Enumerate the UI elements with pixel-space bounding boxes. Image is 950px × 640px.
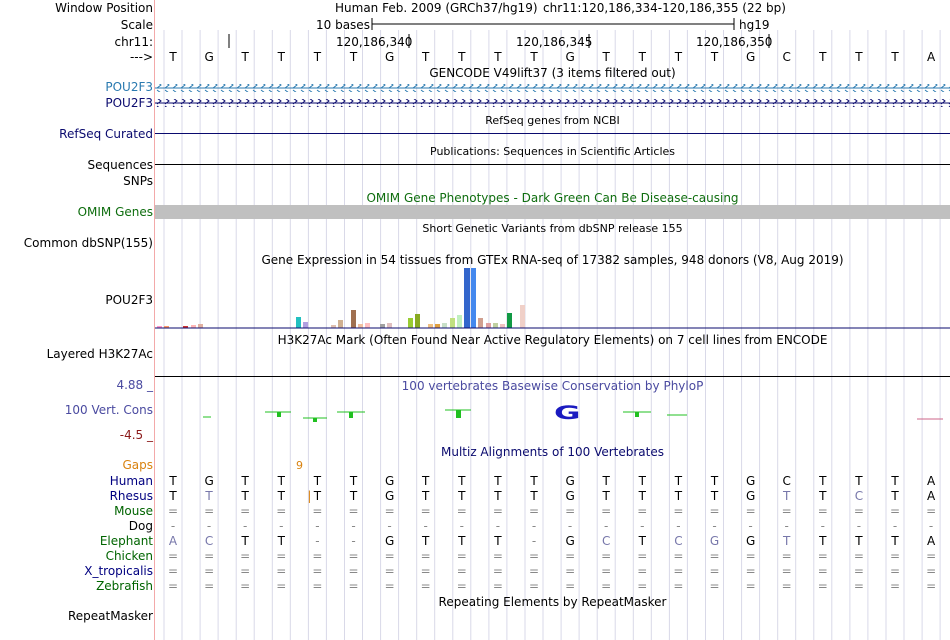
phylop-track-title: 100 vertebrates Basewise Conservation by PhyloP xyxy=(401,379,704,393)
alignment-base: = xyxy=(601,549,612,563)
alignment-base: - xyxy=(856,519,862,533)
reference-base[interactable]: T xyxy=(638,50,646,64)
alignment-base: C xyxy=(674,534,683,548)
alignment-base: = xyxy=(528,579,540,593)
species-label[interactable]: Dog xyxy=(128,519,153,533)
alignment-base: - xyxy=(928,519,934,533)
reference-base[interactable]: A xyxy=(926,50,936,64)
alignment-base: T xyxy=(638,534,646,548)
alignment-base: T xyxy=(710,489,719,503)
gtex-track-title: Gene Expression in 54 tissues from GTEx RNA-seq of 17382 samples, 948 donors (V8, Aug 2019) xyxy=(261,253,844,267)
alignment-base: = xyxy=(420,564,431,578)
ruler-tick-label: 120,186,340 xyxy=(336,35,413,49)
alignment-base: = xyxy=(889,579,901,593)
species-label[interactable]: Mouse xyxy=(114,504,153,518)
alignment-base: = xyxy=(601,579,612,593)
alignment-base: = xyxy=(312,564,323,578)
repeatmasker-track-title: Repeating Elements by RepeatMasker xyxy=(438,595,667,609)
gencode-track-label-pou2f3-1[interactable]: POU2F3 xyxy=(105,80,153,94)
alignment-base: = xyxy=(240,504,251,518)
alignment-base: C xyxy=(854,489,864,503)
alignment-base: = xyxy=(926,504,937,518)
alignment-base: G xyxy=(745,534,756,548)
alignment-base: = xyxy=(709,564,720,578)
alignment-base: T xyxy=(819,489,827,503)
conservation-max-label: 4.88 _ xyxy=(116,378,153,392)
alignment-base: - xyxy=(279,519,284,533)
alignment-base: T xyxy=(494,489,502,503)
alignment-base: = xyxy=(492,579,503,593)
alignment-base: = xyxy=(637,504,648,518)
alignment-base: T xyxy=(530,474,538,488)
alignment-base: - xyxy=(531,534,537,548)
omim-track-label[interactable]: OMIM Genes xyxy=(77,205,153,219)
reference-base[interactable]: T xyxy=(169,50,177,64)
alignment-base: = xyxy=(528,564,540,578)
alignment-base: T xyxy=(349,489,358,503)
alignment-base: - xyxy=(170,519,176,533)
chromosome-label: chr11: xyxy=(114,35,153,49)
reference-base[interactable]: T xyxy=(422,50,430,64)
ruler-tick-label: 120,186,345 xyxy=(516,35,593,49)
alignment-base: G xyxy=(565,474,575,488)
alignment-base: G xyxy=(565,534,575,548)
alignment-base: = xyxy=(312,579,323,593)
alignment-base: = xyxy=(204,504,215,518)
alignment-base: = xyxy=(456,579,467,593)
alignment-base: = xyxy=(889,564,901,578)
sequences-track-label[interactable]: Sequences xyxy=(87,158,153,172)
h3k27ac-track-label[interactable]: Layered H3K27Ac xyxy=(46,347,153,361)
alignment-base: T xyxy=(277,534,285,548)
alignment-base: - xyxy=(315,534,320,548)
alignment-base: G xyxy=(384,474,395,488)
reference-base[interactable]: G xyxy=(204,50,214,64)
alignment-base: = xyxy=(384,549,395,563)
ruler-tick-label: 120,186,350 xyxy=(696,35,773,49)
alignment-base: T xyxy=(458,489,466,503)
alignment-base: = xyxy=(348,579,359,593)
alignment-base: C xyxy=(601,534,611,548)
alignment-base: T xyxy=(422,474,430,488)
alignment-base: = xyxy=(817,579,828,593)
alignment-base: = xyxy=(853,549,864,563)
refseq-track-label[interactable]: RefSeq Curated xyxy=(59,127,153,141)
alignment-base: - xyxy=(640,519,645,533)
alignment-base: T xyxy=(241,534,249,548)
alignment-base: T xyxy=(277,474,285,488)
refseq-track-title: RefSeq genes from NCBI xyxy=(485,114,620,127)
scale-bar-text: 10 bases xyxy=(316,18,370,32)
alignment-base: = xyxy=(781,579,792,593)
alignment-base: = xyxy=(853,579,864,593)
alignment-base: - xyxy=(206,519,212,533)
alignment-base: = xyxy=(528,549,540,563)
alignment-base: = xyxy=(889,549,901,563)
reference-base[interactable]: T xyxy=(819,50,827,64)
alignment-base: = xyxy=(637,549,648,563)
alignment-base: = xyxy=(709,504,720,518)
alignment-base: = xyxy=(637,579,648,593)
window-position-label: Window Position xyxy=(55,1,153,15)
alignment-base: T xyxy=(783,534,791,548)
alignment-base: T xyxy=(602,489,610,503)
alignment-base: = xyxy=(853,504,864,518)
alignment-base: - xyxy=(243,519,248,533)
alignment-base: = xyxy=(276,564,287,578)
alignment-base: = xyxy=(709,579,720,593)
conservation-min-label: -4.5 _ xyxy=(119,428,153,442)
omim-track-title: OMIM Gene Phenotypes - Dark Green Can Be Disease-causing xyxy=(366,191,739,205)
reference-base[interactable]: T xyxy=(710,50,719,64)
alignment-base: = xyxy=(926,564,937,578)
species-label[interactable]: Zebrafish xyxy=(96,579,153,593)
alignment-base: = xyxy=(673,579,684,593)
alignment-base: T xyxy=(277,489,285,503)
alignment-base: A xyxy=(926,534,936,548)
alignment-base: = xyxy=(565,579,576,593)
snps-track-label[interactable]: SNPs xyxy=(123,174,153,188)
alignment-base: C xyxy=(204,534,214,548)
alignment-base: = xyxy=(384,504,395,518)
alignment-base: T xyxy=(349,474,358,488)
species-label[interactable]: Chicken xyxy=(105,549,153,563)
gap-count-marker: 9 xyxy=(296,459,303,472)
alignment-base: = xyxy=(565,549,576,563)
alignment-base: T xyxy=(891,489,899,503)
alignment-base: G xyxy=(204,474,214,488)
alignment-base: = xyxy=(565,564,576,578)
alignment-base: = xyxy=(240,549,251,563)
scale-bar xyxy=(370,17,736,31)
alignment-base: = xyxy=(312,504,323,518)
alignment-base: T xyxy=(169,474,177,488)
species-label[interactable]: Human xyxy=(109,474,153,488)
alignment-base: = xyxy=(420,549,431,563)
reference-base[interactable]: T xyxy=(891,50,899,64)
alignment-base: T xyxy=(638,474,646,488)
alignment-base: G xyxy=(565,489,575,503)
alignment-base: = xyxy=(601,504,612,518)
reference-base[interactable]: G xyxy=(745,50,756,64)
alignment-base: = xyxy=(853,564,864,578)
alignment-base: T xyxy=(819,534,827,548)
alignment-base: T xyxy=(458,474,466,488)
gaps-label: Gaps xyxy=(122,458,153,472)
alignment-base: = xyxy=(673,549,684,563)
h3k27ac-baseline xyxy=(155,376,950,377)
omim-gene-bar[interactable] xyxy=(155,205,950,219)
alignment-base: G xyxy=(745,489,756,503)
gtex-track-label[interactable]: POU2F3 xyxy=(105,293,153,307)
alignment-base: - xyxy=(676,519,681,533)
reference-base[interactable]: T xyxy=(349,50,358,64)
alignment-base: = xyxy=(528,504,540,518)
alignment-base: = xyxy=(817,504,828,518)
gencode-track-title: GENCODE V49lift37 (3 items filtered out) xyxy=(429,66,676,80)
refseq-gene-line[interactable] xyxy=(155,133,950,134)
h3k27ac-track-title: H3K27Ac Mark (Often Found Near Active Regulatory Elements) on 7 cell lines from ENCODE xyxy=(277,333,828,347)
alignment-base: G xyxy=(709,534,720,548)
alignment-base: T xyxy=(530,489,538,503)
alignment-base: T xyxy=(638,489,646,503)
alignment-base: T xyxy=(169,489,177,503)
alignment-base: = xyxy=(420,504,431,518)
alignment-base: = xyxy=(384,579,395,593)
repeatmasker-track-label[interactable]: RepeatMasker xyxy=(67,609,153,623)
alignment-base: - xyxy=(495,519,501,533)
alignment-base: T xyxy=(891,474,899,488)
alignment-base: = xyxy=(456,564,467,578)
publications-sequence-line[interactable] xyxy=(155,164,950,165)
alignment-base: = xyxy=(745,579,756,593)
alignment-base: T xyxy=(783,489,791,503)
alignment-base: = xyxy=(817,564,828,578)
alignment-base: G xyxy=(384,489,395,503)
alignment-base: T xyxy=(241,474,249,488)
alignment-base: - xyxy=(531,519,537,533)
alignment-base: - xyxy=(423,519,428,533)
reference-base[interactable]: T xyxy=(602,50,610,64)
alignment-base: = xyxy=(492,564,503,578)
alignment-base: T xyxy=(422,489,430,503)
alignment-base: T xyxy=(241,489,249,503)
alignment-base: = xyxy=(204,564,215,578)
alignment-base: = xyxy=(673,564,684,578)
alignment-base: T xyxy=(819,474,827,488)
alignment-base: = xyxy=(889,504,901,518)
alignment-base: = xyxy=(673,504,684,518)
alignment-base: = xyxy=(601,564,612,578)
alignment-base: T xyxy=(855,534,863,548)
reference-base[interactable]: T xyxy=(855,50,863,64)
scale-db-label: hg19 xyxy=(739,18,770,32)
genome-position[interactable]: chr11:120,186,334-120,186,355 (22 bp) xyxy=(543,1,786,15)
alignment-base: = xyxy=(276,504,287,518)
alignment-base: = xyxy=(167,549,179,563)
alignment-base: - xyxy=(712,519,717,533)
alignment-base: = xyxy=(781,549,792,563)
alignment-base: T xyxy=(891,534,899,548)
reference-base[interactable]: G xyxy=(384,50,395,64)
alignment-base: = xyxy=(312,549,323,563)
scale-label: Scale xyxy=(120,18,153,32)
alignment-base: T xyxy=(313,474,322,488)
species-label[interactable]: X_tropicalis xyxy=(84,564,153,578)
reference-base[interactable]: T xyxy=(313,50,322,64)
alignment-base: = xyxy=(240,579,251,593)
alignment-base: = xyxy=(492,549,503,563)
alignment-base: C xyxy=(782,474,791,488)
alignment-base: = xyxy=(817,549,828,563)
alignment-base: G xyxy=(745,474,756,488)
alignment-base: = xyxy=(492,504,503,518)
phylop-sequence-logo-glyph: G xyxy=(554,402,581,424)
alignment-base: = xyxy=(926,549,937,563)
alignment-base: - xyxy=(604,519,609,533)
alignment-base: T xyxy=(674,474,683,488)
alignment-base: = xyxy=(745,504,756,518)
alignment-base: = xyxy=(348,504,359,518)
alignment-base: = xyxy=(781,564,792,578)
alignment-base: - xyxy=(784,519,789,533)
reference-base[interactable]: T xyxy=(494,50,502,64)
alignment-base: = xyxy=(204,579,215,593)
alignment-base: G xyxy=(384,534,395,548)
alignment-base: = xyxy=(926,579,937,593)
alignment-insertion-marker: | xyxy=(307,489,312,503)
alignment-base: T xyxy=(205,489,213,503)
alignment-base: = xyxy=(348,564,359,578)
alignment-base: T xyxy=(494,474,502,488)
alignment-base: - xyxy=(820,519,825,533)
species-label[interactable]: Rhesus xyxy=(109,489,153,503)
alignment-base: A xyxy=(926,474,936,488)
dbsnp-track-label[interactable]: Common dbSNP(155) xyxy=(23,236,153,250)
alignment-base: = xyxy=(167,564,179,578)
alignment-base: T xyxy=(494,534,502,548)
alignment-base: = xyxy=(420,579,431,593)
alignment-base: A xyxy=(926,489,936,503)
reference-base[interactable]: T xyxy=(458,50,466,64)
species-label[interactable]: Elephant xyxy=(99,534,153,548)
alignment-base: = xyxy=(745,549,756,563)
alignment-base: = xyxy=(456,504,467,518)
alignment-base: = xyxy=(709,549,720,563)
alignment-base: T xyxy=(458,534,466,548)
alignment-base: = xyxy=(167,579,179,593)
reference-base[interactable]: T xyxy=(530,50,538,64)
alignment-base: - xyxy=(459,519,464,533)
alignment-base: = xyxy=(565,504,576,518)
alignment-base: T xyxy=(710,474,719,488)
gtex-expression-bars[interactable] xyxy=(155,268,950,332)
alignment-base: - xyxy=(892,519,898,533)
gencode-track-label-pou2f3-2[interactable]: POU2F3 xyxy=(105,96,153,110)
reference-base[interactable]: G xyxy=(565,50,575,64)
alignment-base: = xyxy=(204,549,215,563)
alignment-base: T xyxy=(855,474,863,488)
strand-arrow-label: ---> xyxy=(129,50,153,64)
alignment-base: = xyxy=(456,549,467,563)
reference-base[interactable]: T xyxy=(277,50,285,64)
alignment-base: = xyxy=(745,564,756,578)
publications-track-title: Publications: Sequences in Scientific Articles xyxy=(430,145,675,158)
alignment-base: T xyxy=(313,489,322,503)
alignment-base: = xyxy=(781,504,792,518)
alignment-base: T xyxy=(422,534,430,548)
gencode-gene-features[interactable] xyxy=(155,81,950,109)
alignment-base: = xyxy=(348,549,359,563)
alignment-base: = xyxy=(240,564,251,578)
alignment-base: = xyxy=(276,549,287,563)
reference-base[interactable]: C xyxy=(782,50,791,64)
alignment-base: = xyxy=(384,564,395,578)
multiz-track-title: Multiz Alignments of 100 Vertebrates xyxy=(440,445,665,459)
alignment-base: A xyxy=(168,534,178,548)
alignment-base: - xyxy=(567,519,573,533)
alignment-base: = xyxy=(637,564,648,578)
phylop-conservation-plot[interactable] xyxy=(155,404,950,430)
reference-base[interactable]: T xyxy=(674,50,683,64)
alignment-base: - xyxy=(387,519,392,533)
alignment-base: - xyxy=(315,519,320,533)
alignment-base: = xyxy=(167,504,179,518)
dbsnp-track-title: Short Genetic Variants from dbSNP release 155 xyxy=(422,222,683,235)
conservation-track-label[interactable]: 100 Vert. Cons xyxy=(64,403,153,417)
alignment-base: = xyxy=(276,579,287,593)
assembly-name: Human Feb. 2009 (GRCh37/hg19) xyxy=(335,1,538,15)
alignment-base: T xyxy=(674,489,683,503)
alignment-base: - xyxy=(351,534,356,548)
reference-base[interactable]: T xyxy=(241,50,249,64)
alignment-base: - xyxy=(748,519,753,533)
alignment-base: - xyxy=(351,519,356,533)
alignment-base: T xyxy=(602,474,610,488)
